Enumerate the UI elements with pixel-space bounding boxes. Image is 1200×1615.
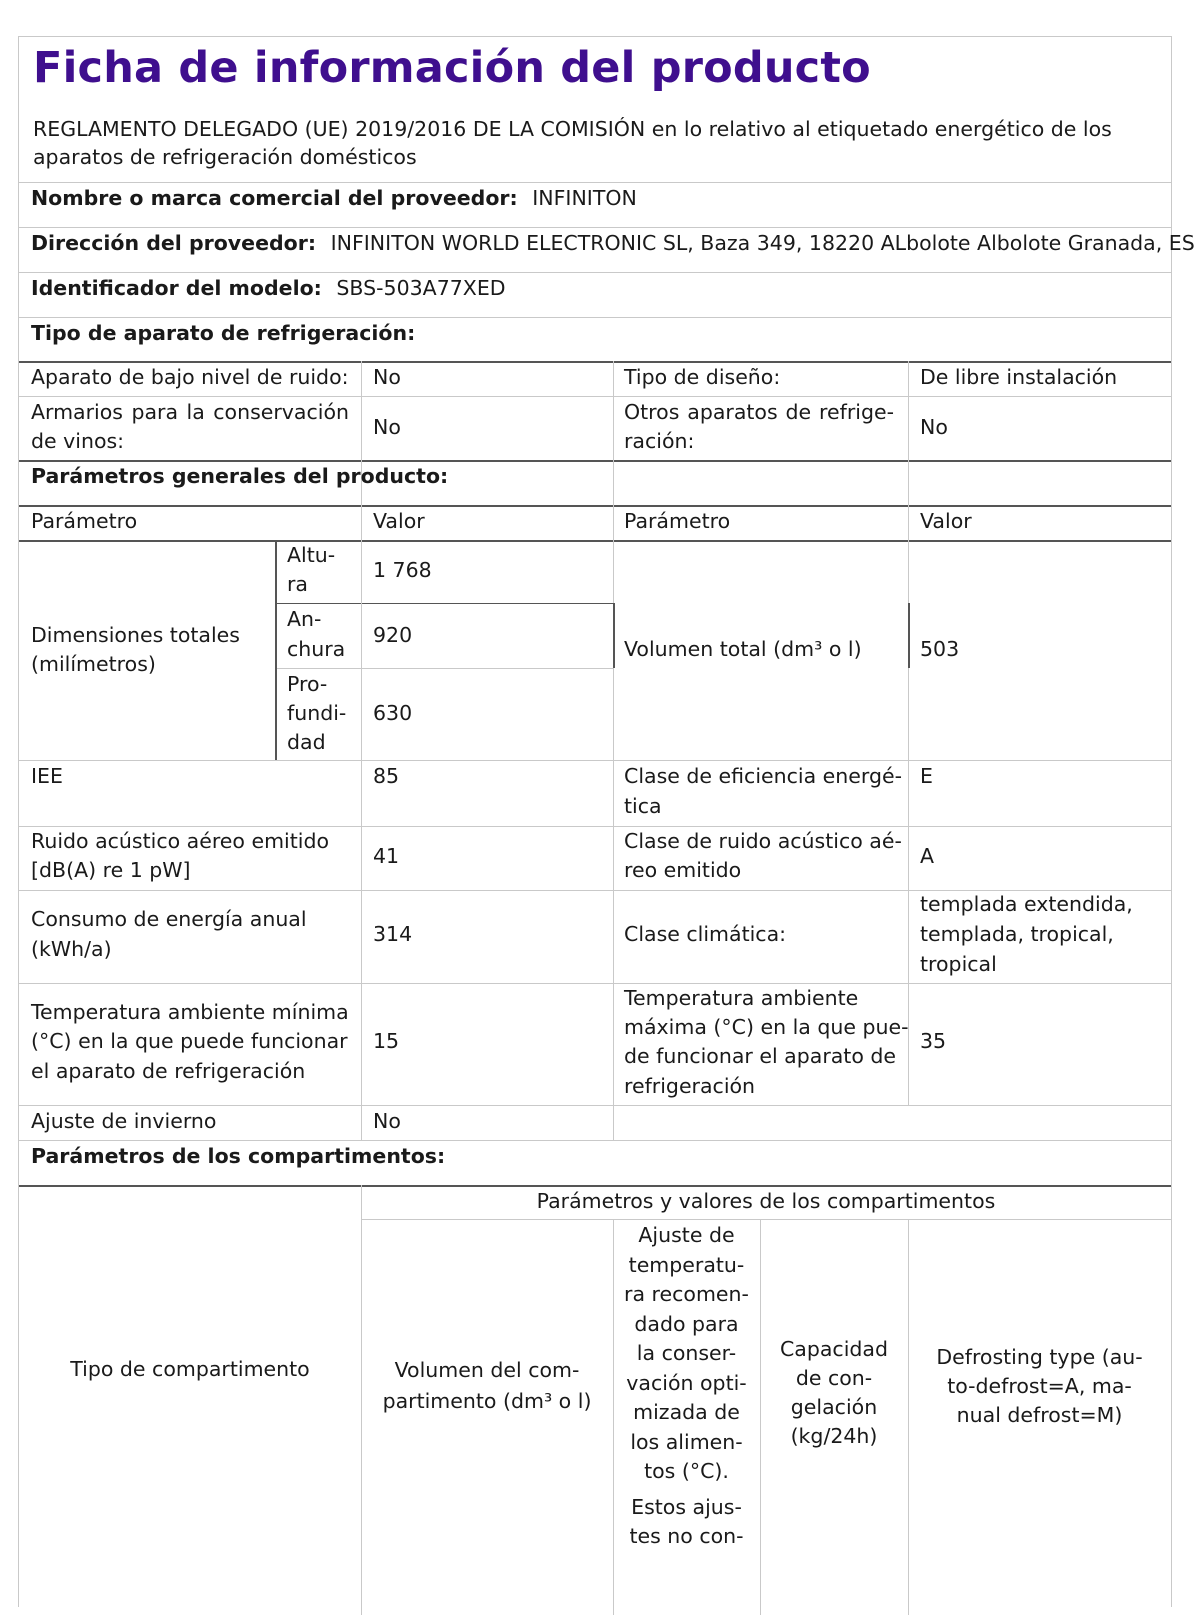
compartments-group-header: Parámetros y valores de los compartimentos xyxy=(536,1189,996,1213)
recommended-temperature-header-line: los alimen- xyxy=(630,1429,743,1454)
compartment-volume-header: Volumen del com-partimento (dm³ o l) xyxy=(382,1358,592,1413)
recommended-temperature-header-line: dado para xyxy=(634,1311,739,1336)
climate-class-value-line3: tropical xyxy=(920,952,997,976)
column-divider xyxy=(613,505,614,1140)
depth-label-line1: Pro- xyxy=(287,672,328,696)
width-label-line1: An- xyxy=(287,607,322,631)
column-divider xyxy=(275,540,277,760)
noise-value: 41 xyxy=(373,844,400,868)
wine-storage-label-line2: de vinos: xyxy=(31,429,125,453)
column-header-value-2: Valor xyxy=(920,509,972,533)
column-divider xyxy=(613,603,615,668)
column-divider xyxy=(361,1185,362,1615)
column-divider xyxy=(908,603,910,668)
appliance-type-heading: Tipo de aparato de refrigeración: xyxy=(31,321,416,345)
iee-value: 85 xyxy=(373,764,400,788)
address-label: Dirección del proveedor: xyxy=(31,231,317,255)
width-label-line2: chura xyxy=(287,637,346,661)
max-temp-label-line3: de funcionar el aparato de xyxy=(624,1044,897,1068)
divider xyxy=(19,227,1171,228)
max-temp-label-line2: máxima (°C) en la que pue- xyxy=(624,1015,909,1039)
compartment-type-header: Tipo de compartimento xyxy=(70,1357,310,1381)
recommended-temperature-header-line: Ajuste de xyxy=(638,1223,735,1247)
height-value: 1 768 xyxy=(373,558,432,582)
wine-storage-label-line1: Armarios para la conservación xyxy=(31,400,349,424)
divider xyxy=(19,317,1171,318)
climate-class-value-line2: templada, tropical, xyxy=(920,922,1114,946)
noise-class-value: A xyxy=(920,844,935,868)
divider xyxy=(19,505,1171,507)
min-temp-label-line1: Temperatura ambiente mínima xyxy=(31,1000,349,1024)
divider xyxy=(19,983,1171,984)
divider xyxy=(19,396,1171,397)
max-temp-label-line1: Temperatura ambiente xyxy=(624,986,859,1010)
efficiency-class-label-line2: tica xyxy=(624,794,662,818)
min-temp-label-line2: (°C) en la que puede funcionar xyxy=(31,1029,348,1053)
min-temp-value: 15 xyxy=(373,1029,400,1053)
depth-label-line2: fundi- xyxy=(287,701,347,725)
recommended-temperature-header-line: temperatu- xyxy=(628,1252,745,1277)
noise-label-line2: [dB(A) re 1 pW] xyxy=(31,858,191,882)
max-temp-label-line4: refrigeración xyxy=(624,1074,756,1098)
max-temp-value: 35 xyxy=(920,1029,947,1053)
winter-setting-value: No xyxy=(373,1109,401,1133)
model-row xyxy=(31,274,506,303)
model-value: SBS-503A77XED xyxy=(336,276,506,300)
column-header-parameter-2: Parámetro xyxy=(624,509,731,533)
min-temp-label-line3: el aparato de refrigeración xyxy=(31,1059,306,1083)
column-divider xyxy=(908,361,909,505)
address-value: INFINITON WORLD ELECTRONIC SL, Baza 349, 18220 ALbolote Albolote Granada, ES xyxy=(330,231,1195,255)
divider xyxy=(19,182,1171,183)
low-noise-value: No xyxy=(373,365,401,389)
divider xyxy=(275,668,613,669)
dimensions-label-line2: (milímetros) xyxy=(31,652,156,676)
regulation-subtitle: REGLAMENTO DELEGADO (UE) 2019/2016 DE LA COMISIÓN en lo relativo al etiquetado energético de los aparatos de refrigeración domésticos xyxy=(33,117,1112,169)
divider xyxy=(19,1105,1171,1106)
other-appliances-label-line1: Otros aparatos de refrige- xyxy=(624,400,894,424)
recommended-temperature-header-line: ra recomen- xyxy=(624,1282,749,1306)
design-type-label: Tipo de diseño: xyxy=(624,365,781,389)
width-value: 920 xyxy=(373,623,413,647)
efficiency-class-label-line1: Clase de eficiencia energé- xyxy=(624,764,902,788)
divider xyxy=(19,760,1171,761)
recommended-temperature-header-line: Estos ajus- xyxy=(631,1494,742,1519)
column-header-parameter: Parámetro xyxy=(31,509,138,533)
supplier-value: INFINITON xyxy=(532,186,637,210)
other-appliances-label-line2: ración: xyxy=(624,429,695,453)
recommended-temperature-header-line: tos (°C). xyxy=(644,1459,729,1483)
defrosting-type-header: Defrosting type (au-to-defrost=A, ma-nual defrost=M) xyxy=(936,1345,1143,1427)
recommended-temperature-header-line: vación opti- xyxy=(626,1370,747,1395)
recommended-temperature-header xyxy=(613,1221,760,1552)
column-divider xyxy=(361,505,362,1140)
low-noise-label: Aparato de bajo nivel de ruido: xyxy=(31,365,349,389)
column-divider xyxy=(613,361,614,505)
height-label-line1: Altu- xyxy=(287,543,336,567)
energy-consumption-value: 314 xyxy=(373,922,413,946)
page-title: Ficha de información del producto xyxy=(33,43,871,93)
divider xyxy=(19,1140,1171,1141)
freezing-capacity-header: Capacidad de con-gelación (kg/24h) xyxy=(779,1337,888,1448)
divider xyxy=(19,272,1171,273)
depth-label-line3: dad xyxy=(287,730,326,754)
divider xyxy=(19,540,1171,542)
column-divider xyxy=(760,1219,761,1615)
compartments-heading: Parámetros de los compartimentos: xyxy=(31,1144,446,1168)
divider xyxy=(361,1219,1171,1220)
column-header-value: Valor xyxy=(373,509,425,533)
depth-value: 630 xyxy=(373,701,413,725)
height-label-line2: ra xyxy=(287,572,308,596)
climate-class-label: Clase climática: xyxy=(624,922,787,946)
design-type-value: De libre instalación xyxy=(920,365,1118,389)
winter-setting-label: Ajuste de invierno xyxy=(31,1109,217,1133)
efficiency-class-value: E xyxy=(920,764,933,788)
total-volume-value: 503 xyxy=(920,637,960,661)
model-label: Identificador del modelo: xyxy=(31,276,322,300)
recommended-temperature-header-line: mizada de xyxy=(633,1400,740,1424)
general-parameters-heading: Parámetros generales del producto: xyxy=(31,464,449,488)
noise-class-label-line2: reo emitido xyxy=(624,858,742,882)
recommended-temperature-header-line: tes no con- xyxy=(629,1524,744,1548)
supplier-row xyxy=(31,184,637,213)
product-information-sheet xyxy=(18,36,1195,1607)
divider xyxy=(275,603,613,604)
climate-class-value-line1: templada extendida, xyxy=(920,892,1133,916)
total-volume-label: Volumen total (dm³ o l) xyxy=(624,637,862,661)
iee-label: IEE xyxy=(31,764,63,788)
energy-consumption-label-line1: Consumo de energía anual xyxy=(31,907,307,931)
supplier-label: Nombre o marca comercial del proveedor: xyxy=(31,186,518,210)
wine-storage-value: No xyxy=(373,415,401,439)
address-row xyxy=(31,229,1195,258)
noise-label-line1: Ruido acústico aéreo emitido xyxy=(31,829,330,853)
column-divider xyxy=(908,1219,909,1615)
other-appliances-value: No xyxy=(920,415,948,439)
dimensions-label-line1: Dimensiones totales xyxy=(31,623,240,647)
energy-consumption-label-line2: (kWh/a) xyxy=(31,937,112,961)
recommended-temperature-header-line: la conser- xyxy=(636,1341,737,1365)
noise-class-label-line1: Clase de ruido acústico aé- xyxy=(624,829,902,853)
